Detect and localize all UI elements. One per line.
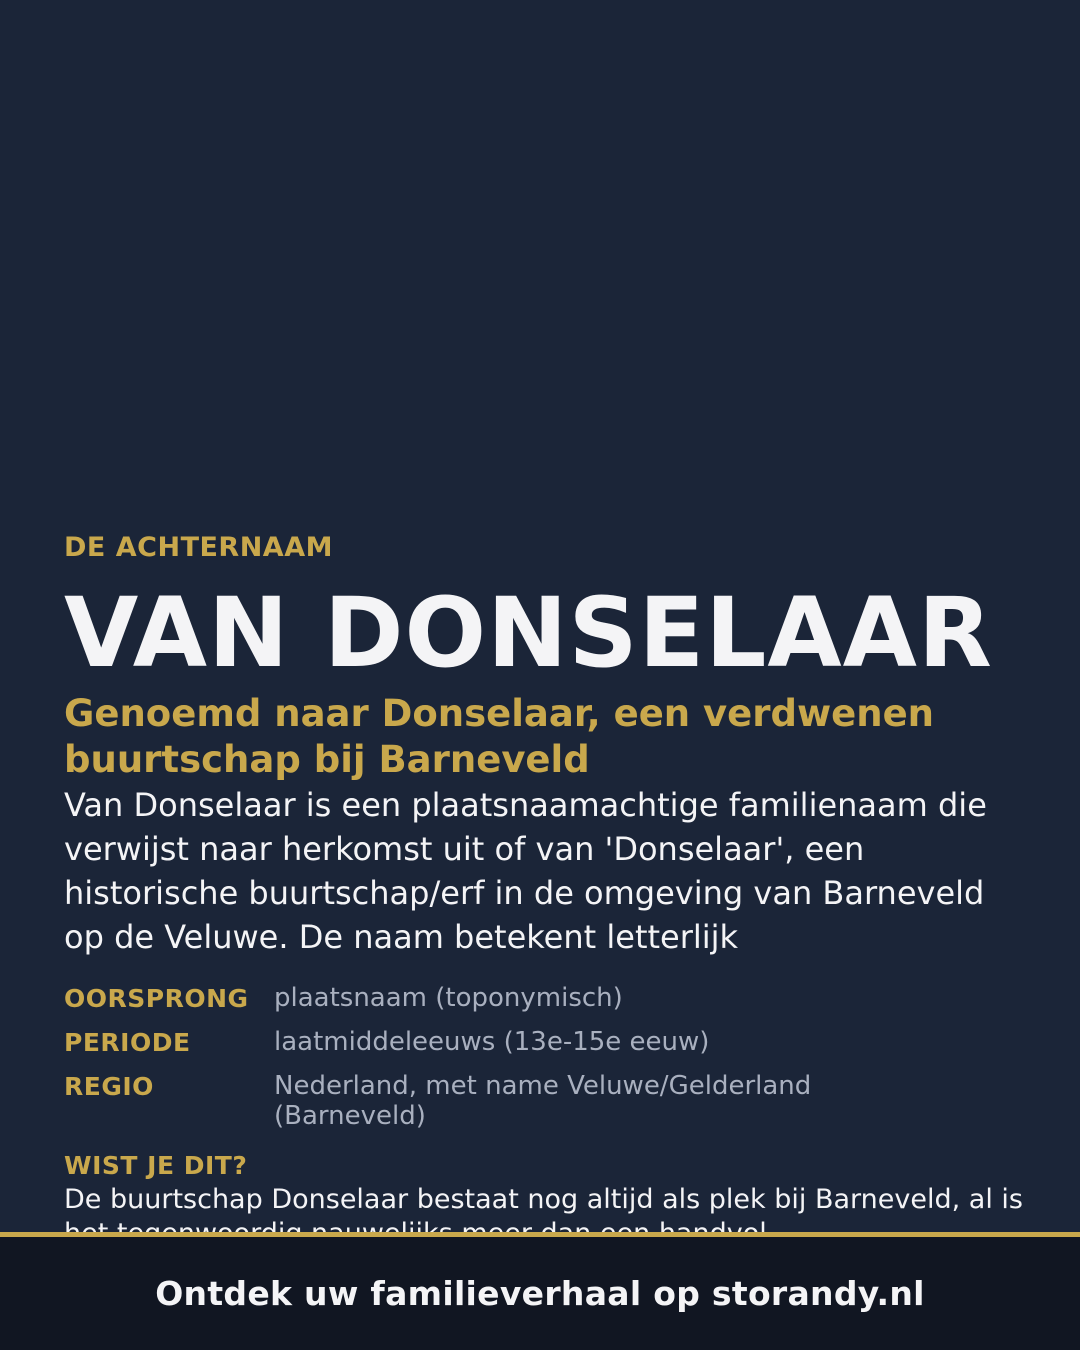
- fact-value: Nederland, met name Veluwe/Gelderland (Barneveld): [274, 1071, 812, 1131]
- surname-card: [64, 533, 1024, 1251]
- footer-banner: [0, 1237, 1080, 1350]
- eyebrow-label: DE ACHTERNAAM: [64, 532, 333, 563]
- fact-label: PERIODE: [64, 1028, 191, 1057]
- footer-cta-text: Ontdek uw familieverhaal op storandy.nl: [155, 1274, 925, 1313]
- fact-row-region: [64, 1071, 1024, 1131]
- surname-title: VAN DONSELAAR: [64, 577, 993, 689]
- fact-value: plaatsnaam (toponymisch): [274, 983, 623, 1013]
- fact-label: OORSPRONG: [64, 984, 249, 1013]
- did-you-know-text: De buurtschap Donselaar bestaat nog altijd als plek bij Barneveld, al is: [64, 1184, 1023, 1215]
- surname-description: Van Donselaar is een plaatsnaamachtige familienaam die verwijst naar herkomst uit of van 'Donselaar', een historische buurtschap/erf in de omgeving van Barneveld op de Veluwe. De naam betekent letterlijk: [64, 786, 987, 956]
- did-you-know-label: WIST JE DIT?: [64, 1151, 248, 1180]
- fact-row-origin: [64, 983, 1024, 1015]
- surname-subtitle: Genoemd naar Donselaar, een verdwenen buurtschap bij Barneveld: [64, 692, 935, 781]
- fact-label: REGIO: [64, 1072, 154, 1101]
- fact-value: laatmiddeleeuws (13e-15e eeuw): [274, 1027, 710, 1057]
- fact-row-period: [64, 1027, 1024, 1059]
- facts-list: [64, 983, 1024, 1131]
